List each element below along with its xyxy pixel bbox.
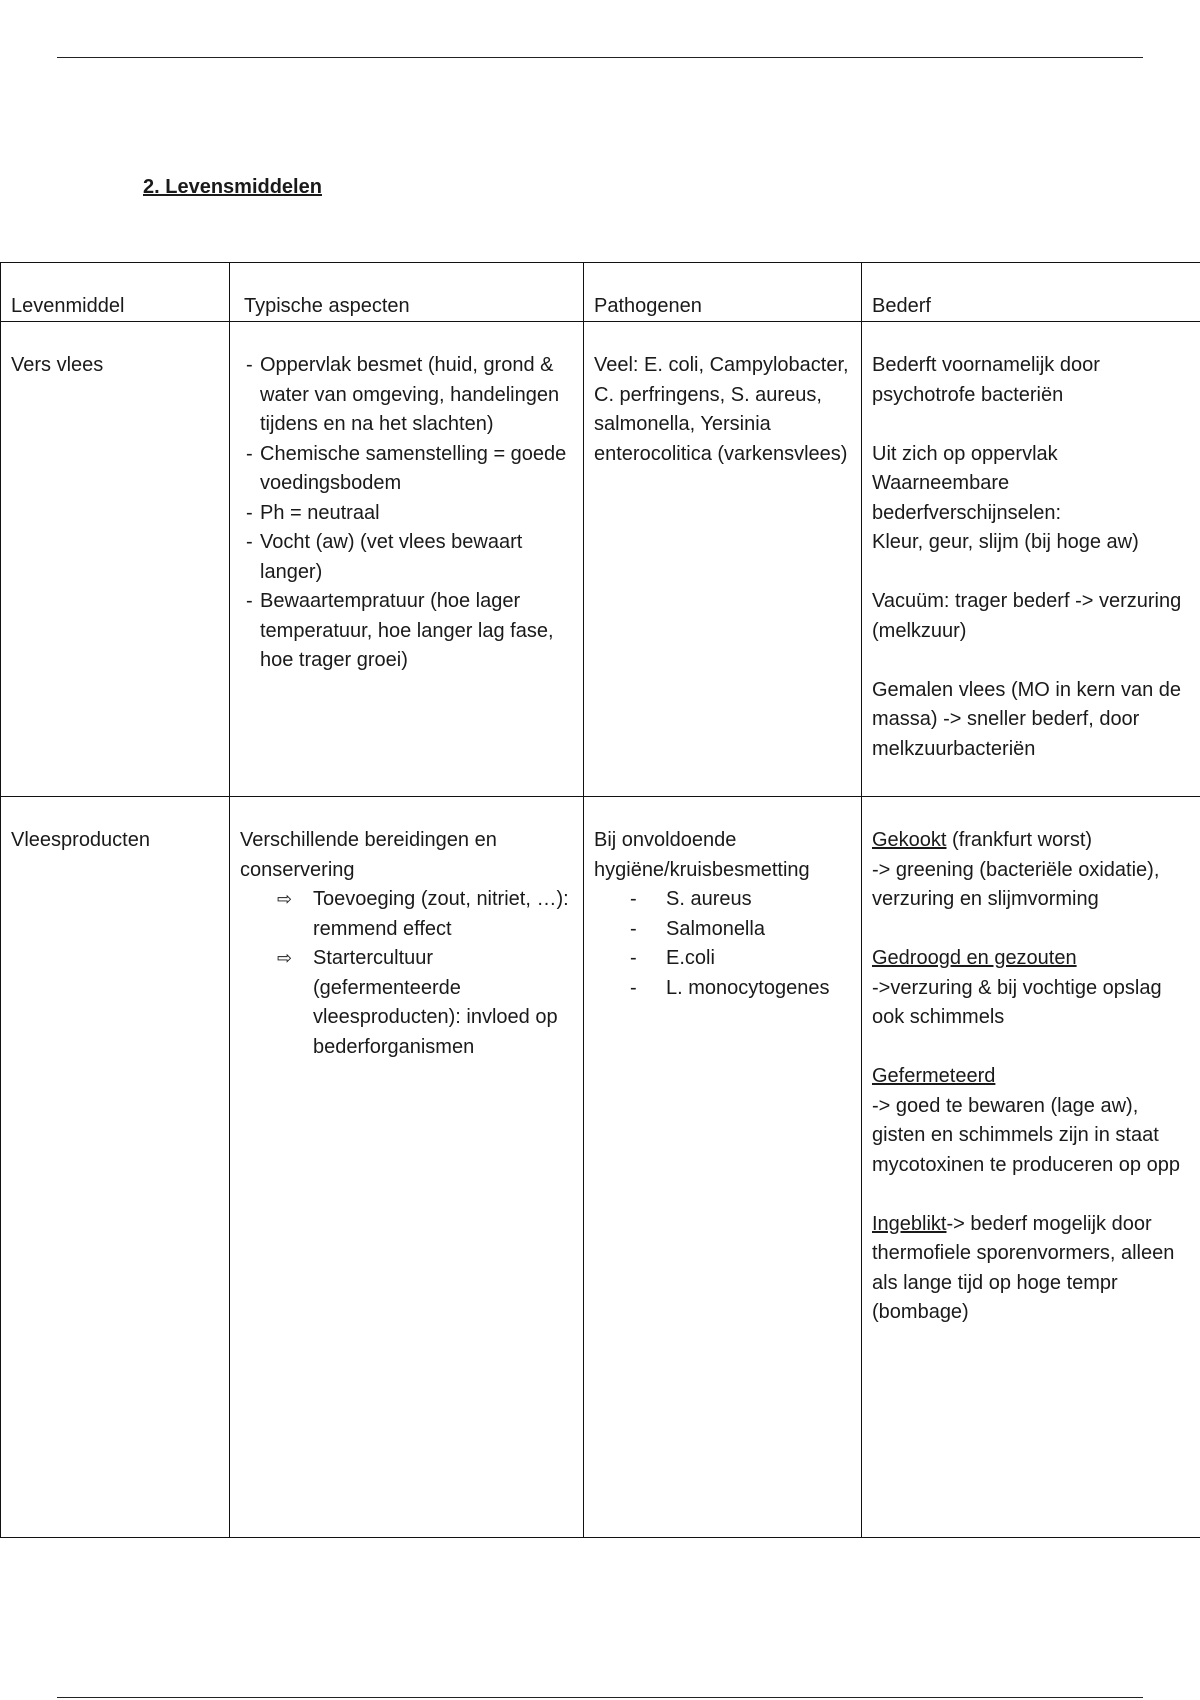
list-item: - Bewaartempratuur (hoe lager temperatuur, hoe langer lag fase, hoe trager groei): [244, 587, 573, 676]
spoilage-title: Gedroogd en gezouten: [872, 947, 1077, 969]
dash-bullet: -: [630, 976, 637, 999]
spoilage-title: Gefermeteerd: [872, 1065, 996, 1087]
table-cell: [230, 797, 584, 1538]
dash-bullet: -: [630, 917, 637, 940]
list-item: - S. aureus: [666, 885, 851, 915]
dash-bullet: -: [630, 888, 637, 910]
spoilage-paragraph: Bederft voornamelijk door psychotrofe bacteriën: [872, 354, 1100, 406]
aspects-intro: Verschillende bereidingen en conservering: [240, 829, 497, 881]
header-cell: [1, 263, 230, 322]
list-item: - E.coli: [666, 944, 851, 974]
table-cell: [230, 322, 584, 797]
footer-rule: [57, 1697, 1143, 1698]
list-item: - Ph = neutraal: [244, 499, 573, 529]
food-table: [0, 262, 1200, 1538]
spoilage-title: Gekookt: [872, 829, 947, 851]
header-rule: [57, 57, 1143, 58]
table-cell: [1, 797, 230, 1538]
list-item: ⇨ Toevoeging (zout, nitriet, …): remmend effect: [313, 885, 573, 944]
table-cell: [584, 322, 862, 797]
list-item: - Vocht (aw) (vet vlees bewaart langer): [244, 528, 573, 587]
header-typische-aspecten: Typische aspecten: [244, 295, 410, 317]
header-cell: [230, 263, 584, 322]
spoilage-paragraph: Waarneembare bederfverschijnselen:: [872, 472, 1061, 524]
spoilage-paragraph: Kleur, geur, slijm (bij hoge aw): [872, 531, 1139, 553]
spoilage-title: Ingeblikt: [872, 1212, 947, 1235]
spoilage-paragraph: Uit zich op oppervlak: [872, 442, 1058, 465]
table-cell: [584, 797, 862, 1538]
table-row: [1, 322, 1200, 797]
row-name-vers-vlees: Vers vlees: [11, 354, 104, 376]
arrow-icon: ⇨: [277, 889, 293, 909]
spoilage-paragraph: Vacuüm: trager bederf -> verzuring (melkzuur): [872, 590, 1182, 642]
spoilage-paragraph: Gemalen vlees (MO in kern van de massa) -> sneller bederf, door melkzuurbacteriën: [872, 678, 1182, 760]
list-item: - Oppervlak besmet (huid, grond & water van omgeving, handelingen tijdens en na het slachten): [244, 351, 573, 440]
header-cell: [862, 263, 1200, 322]
table-cell: [862, 322, 1200, 797]
spoilage-block: Gekookt (frankfurt worst): [872, 829, 1093, 851]
spoilage-text: -> goed te bewaren (lage aw), gisten en schimmels zijn in staat mycotoxinen te produceren op opp: [872, 1094, 1180, 1176]
header-pathogenen: Pathogenen: [594, 295, 702, 317]
header-levenmiddel: Levenmiddel: [11, 295, 125, 317]
header-cell: [584, 263, 862, 322]
row-name-vleesproducten: Vleesproducten: [11, 829, 150, 851]
list-item: - Salmonella: [666, 915, 851, 945]
pathogens-text: Veel: E. coli, Campylobacter, C. perfringens, S. aureus, salmonella, Yersinia enterocolitica (varkensvlees): [594, 354, 849, 465]
table-cell: [1, 322, 230, 797]
table-cell: [862, 797, 1200, 1538]
list-item: ⇨ Startercultuur (gefermenteerde vleesproducten): invloed op bederforganismen: [313, 944, 573, 1062]
list-item: - Chemische samenstelling = goede voedingsbodem: [244, 440, 573, 499]
spoilage-text: ->verzuring & bij vochtige opslag ook schimmels: [872, 976, 1162, 1028]
aspects-list: [244, 351, 573, 676]
header-bederf: Bederf: [872, 295, 931, 317]
list-item: - L. monocytogenes: [666, 974, 851, 1004]
section-heading: 2. Levensmiddelen: [143, 176, 322, 198]
table-header-row: [1, 263, 1200, 322]
spoilage-block: Ingeblikt-> bederf mogelijk door thermofiele sporenvormers, alleen als lange tijd op hoge tempr (bombage): [872, 1212, 1175, 1323]
dash-bullet: -: [630, 947, 637, 969]
pathogens-intro: Bij onvoldoende hygiëne/kruisbesmetting: [594, 829, 810, 881]
arrow-icon: ⇨: [277, 948, 293, 968]
pathogens-list: [594, 885, 851, 1003]
spoilage-text: -> greening (bacteriële oxidatie), verzuring en slijmvorming: [872, 858, 1160, 910]
table-row: [1, 797, 1200, 1538]
aspects-list: [240, 885, 573, 1062]
